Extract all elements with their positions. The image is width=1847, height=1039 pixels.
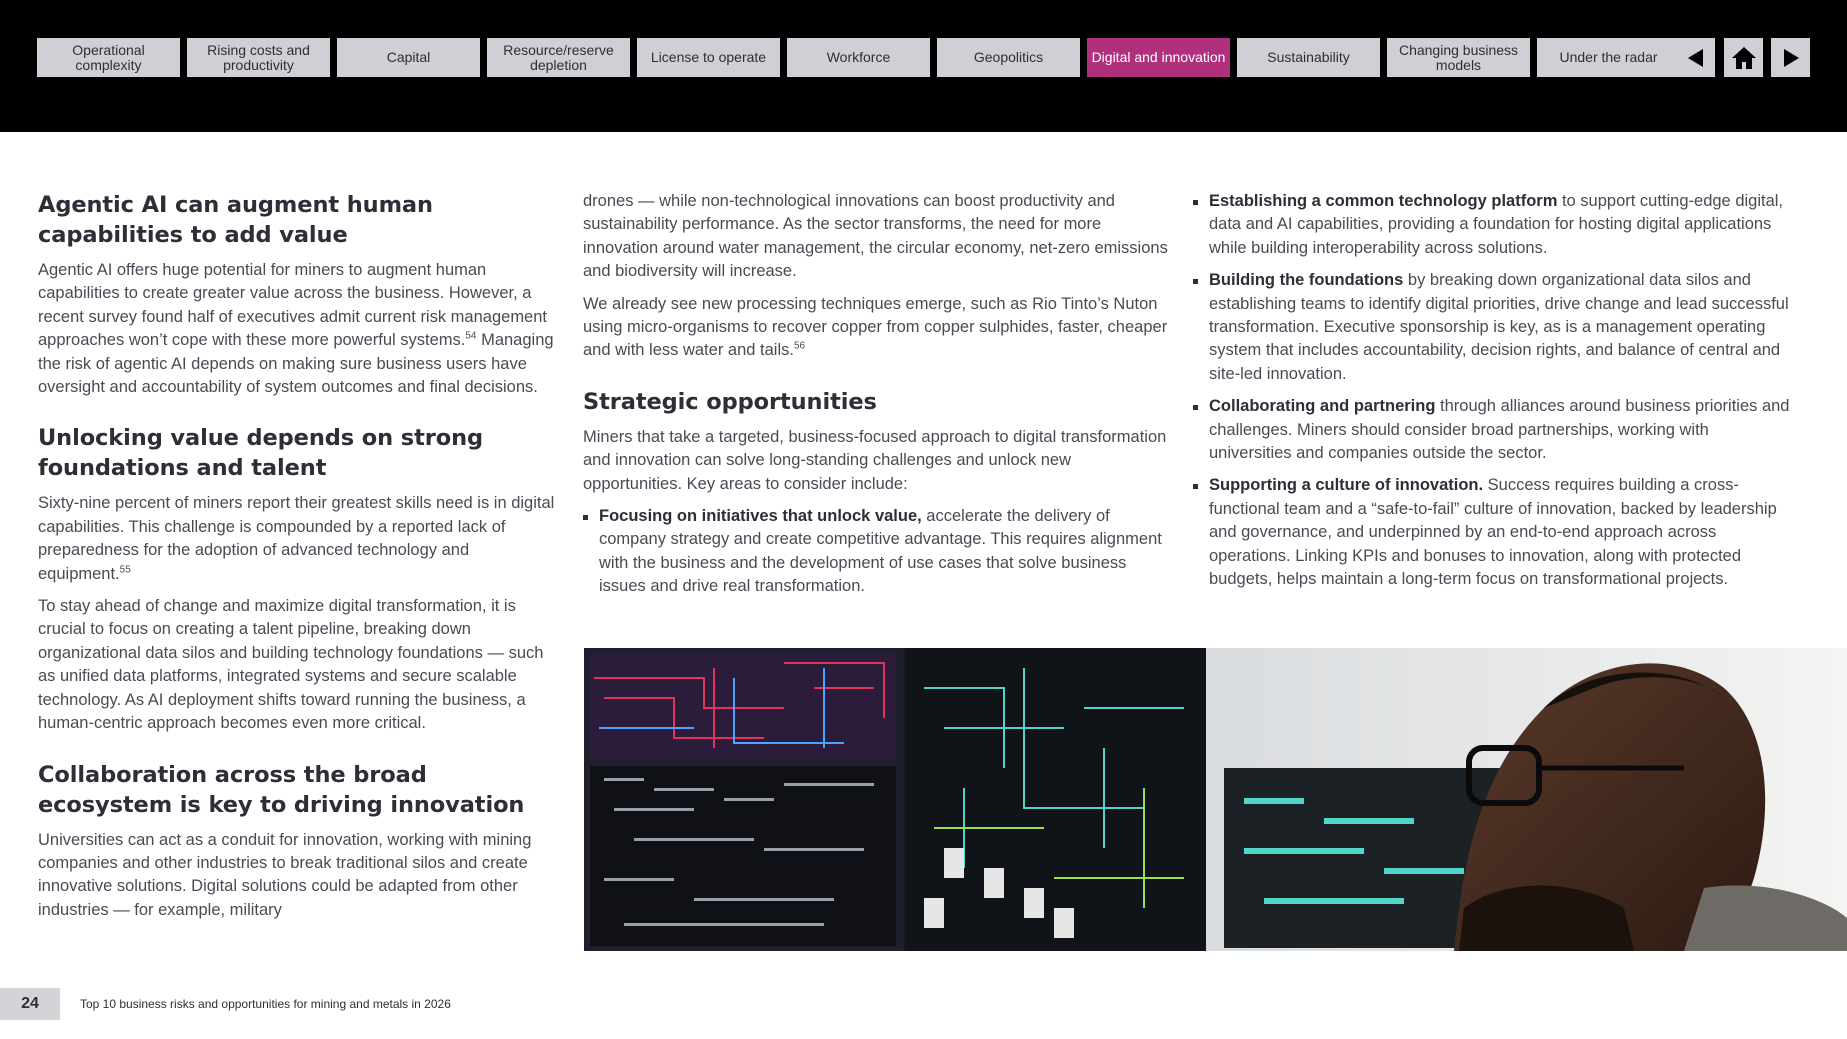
heading-strategic-opportunities: Strategic opportunities xyxy=(583,388,877,415)
paragraph-processing-techniques: We already see new processing techniques emerge, such as Rio Tinto’s Nuton using micro-organisms to recover copper from copper sulphides, faster, cheaper and with less water and tails.$^{56}$ xyxy=(583,294,1168,360)
list-item: Building the foundations by breaking down organizational data silos and establishing teams to identify digital priorities, drive change and lead successful transformation. Executive sponsorship is key, as is a management operating system that includes accountability, decision rights, and balance of central and site-led innovation. xyxy=(1193,269,1793,386)
paragraph-drones: drones — while non-technological innovations can boost productivity and sustainability performance. As the sector transforms, the need for more innovation around water management, the circular economy, net-zero emissions and biodiversity will increase. xyxy=(583,192,1168,281)
list-item: Focusing on initiatives that unlock value, accelerate the delivery of company strategy and create competitive advantage. This requires alignment with the business and the development of use cases that solve business issues and drive real transformation. xyxy=(583,505,1173,599)
home-button[interactable] xyxy=(1724,38,1763,77)
list-item: Collaborating and partnering through alliances around business priorities and challenges. Miners should consider broad partnerships, working with universities and companies outside the sector. xyxy=(1193,395,1793,465)
previous-page-button[interactable] xyxy=(1676,38,1715,77)
tab-geopolitics[interactable]: Geopolitics xyxy=(937,38,1080,77)
tab-resource-depletion[interactable]: Resource/reserve depletion xyxy=(487,38,630,77)
top-nav-bar xyxy=(0,0,1847,132)
next-page-button[interactable] xyxy=(1771,38,1810,77)
heading-agentic-ai: Agentic AI can augment human capabilities to add value xyxy=(38,192,433,248)
photo-man-viewing-circuit-screens xyxy=(584,648,1847,951)
tab-capital[interactable]: Capital xyxy=(337,38,480,77)
section-tabs xyxy=(37,38,1680,77)
paragraph-agentic-ai: Agentic AI offers huge potential for miners to augment human capabilities to create greater value across the business. However, a recent survey found half of executives admit current risk management approaches won’t cope with these more powerful systems.$^{54}$ Managing the risk of agentic AI depends on making sure business users have oversight and accountability of system outcomes and final decisions. xyxy=(38,261,554,397)
tab-rising-costs[interactable]: Rising costs and productivity xyxy=(187,38,330,77)
triangle-right-icon xyxy=(1780,47,1802,69)
list-item: Establishing a common technology platform to support cutting-edge digital, data and AI capabilities, providing a foundation for hosting digital applications while building interoperability across solutions. xyxy=(1193,190,1793,260)
tab-license-to-operate[interactable]: License to operate xyxy=(637,38,780,77)
tab-sustainability[interactable]: Sustainability xyxy=(1237,38,1380,77)
heading-unlocking-value: Unlocking value depends on strong foundations and talent xyxy=(38,425,484,482)
tab-workforce[interactable]: Workforce xyxy=(787,38,930,77)
tab-changing-business-models[interactable]: Changing business models xyxy=(1387,38,1530,77)
opportunities-list-1 xyxy=(583,505,1173,599)
paragraph-targeted-approach: Miners that take a targeted, business-focused approach to digital transformation and innovation can solve long-standing challenges and unlock new opportunities. Key areas to consider include: xyxy=(583,427,1167,493)
heading-collaboration: Collaboration across the broad ecosystem is key to driving innovation xyxy=(38,761,525,818)
photo-illustration xyxy=(584,648,1847,951)
page-number: 24 xyxy=(0,988,60,1020)
paragraph-talent-pipeline: To stay ahead of change and maximize digital transformation, it is crucial to focus on creating a talent pipeline, breaking down organizational data silos and building technology foundations — such as unified data platforms, integrated systems and secure scalable technology. As AI deployment shifts toward running the business, a human-centric approach becomes even more critical. xyxy=(38,597,544,733)
triangle-left-icon xyxy=(1685,47,1707,69)
column-right xyxy=(1193,190,1793,601)
paragraph-skills-need: Sixty-nine percent of miners report their greatest skills need is in digital capabilities. This challenge is compounded by a reported lack of preparedness for the adoption of advanced technology and equipment.$^{55}$ xyxy=(38,494,555,583)
paragraph-universities: Universities can act as a conduit for innovation, working with mining companies and other industries to break traditional silos and create innovative solutions. Digital solutions could be adapted from other industries — for example, military xyxy=(38,830,532,919)
list-item: Supporting a culture of innovation. Success requires building a cross-functional team and a “safe-to-fail” culture of innovation, backed by leadership and governance, and underpinned by an end-to-end approach across operations. Linking KPIs and bonuses to innovation, along with protected budgets, helps maintain a long-term focus on transformational projects. xyxy=(1193,474,1793,591)
tab-digital-innovation[interactable]: Digital and innovation xyxy=(1087,38,1230,77)
column-middle xyxy=(583,190,1173,608)
home-icon xyxy=(1731,46,1757,70)
footer-title: Top 10 business risks and opportunities for mining and metals in 2026 xyxy=(80,997,451,1011)
opportunities-list-2 xyxy=(1193,190,1793,592)
column-left xyxy=(38,190,558,922)
tab-operational-complexity[interactable]: Operational complexity xyxy=(37,38,180,77)
tab-under-the-radar[interactable]: Under the radar xyxy=(1537,38,1680,77)
